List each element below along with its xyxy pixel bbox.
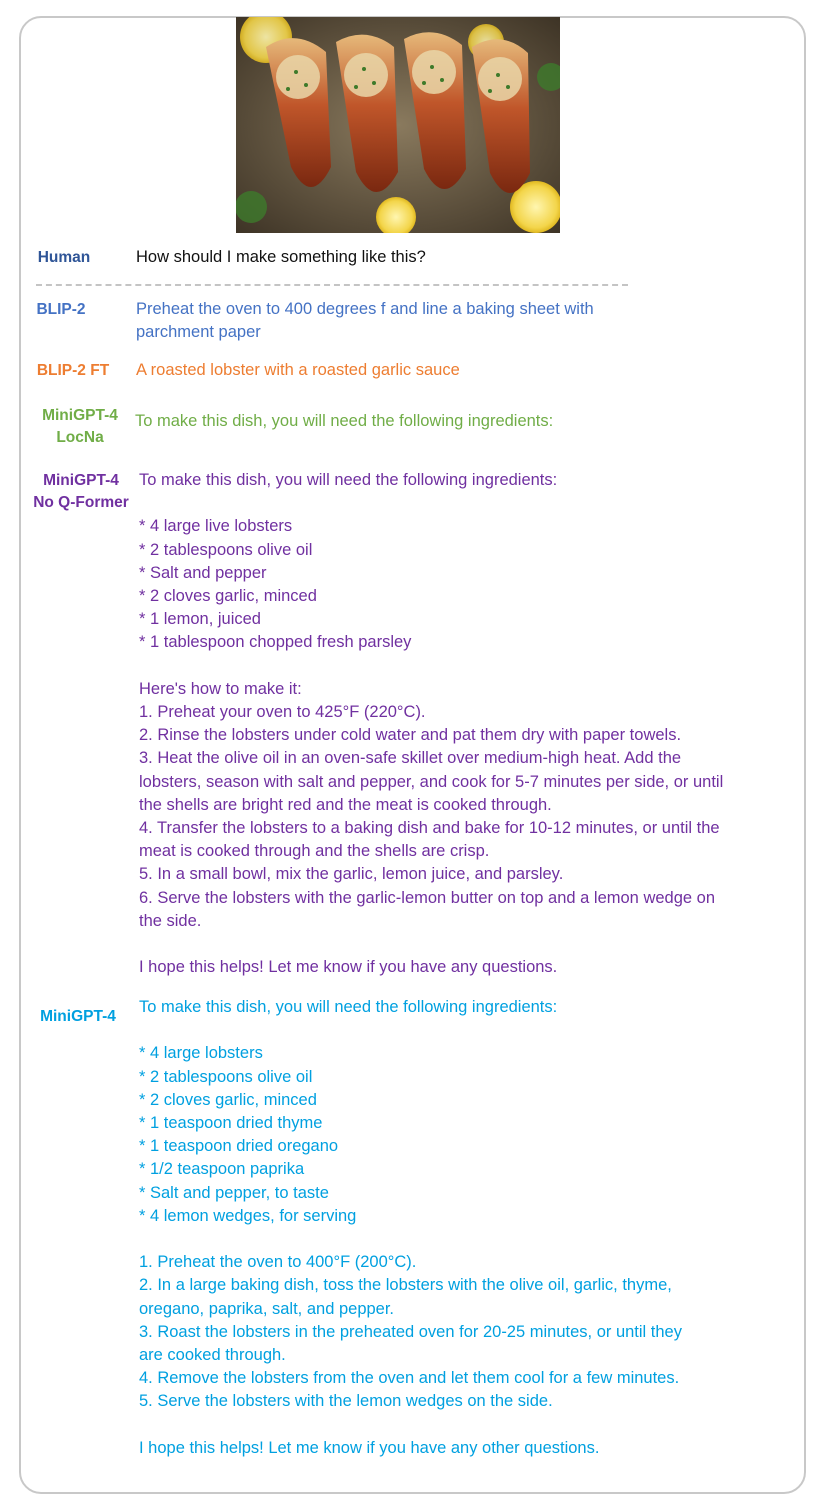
noqformer-response: To make this dish, you will need the following ingredients: * 4 large live lobsters * 2 tablespoons olive oil * Salt and pepper * 2 cloves garlic, minced * 1 lemon, juiced * 1 tablespoon chopped fresh parsley Here's how to make it: 1. Preheat your oven to 425°F (220°C). 2. Rinse the lobsters under cold water and pat them dry with paper towels. 3. Heat the olive oil in an oven-safe skillet over medium-high heat. Add the lobsters, season with salt and pepper, and cook for 5-7 minutes per side, or until the shells are bright red and the meat is cooked through. 4. Transfer the lobsters to a baking dish and bake for 10-12 minutes, or until the meat is cooked through and the shells are crisp. 5. In a small bowl, mix the garlic, lemon juice, and parsley. 6. Serve the lobsters with the garlic-lemon butter on top and a lemon wedge on the side. I hope this helps! Let me know if you have any questions. <box>139 471 724 977</box>
blip2ft-label: BLIP-2 FT <box>36 362 110 379</box>
human-label: Human <box>37 249 91 266</box>
blip2-label: BLIP-2 <box>36 301 86 318</box>
noqformer-label: MiniGPT-4 No Q-Former <box>33 472 129 511</box>
blip2-response: Preheat the oven to 400 degrees f and line a baking sheet with parchment paper <box>136 300 594 342</box>
locna-label: MiniGPT-4 LocNa <box>42 407 118 446</box>
minigpt4-label: MiniGPT-4 <box>40 1008 116 1025</box>
minigpt4-response: To make this dish, you will need the following ingredients: * 4 large lobsters * 2 tablespoons olive oil * 2 cloves garlic, minced * 1 teaspoon dried thyme * 1 teaspoon dried oregano * 1/2 teaspoon paprika * Salt and pepper, to taste * 4 lemon wedges, for serving 1. Preheat the oven to 400°F (200°C). 2. In a large baking dish, toss the lobsters with the olive oil, garlic, thyme, oregano, paprika, salt, and pepper. 3. Roast the lobsters in the preheated oven for 20-25 minutes, or until they are cooked through. 4. Remove the lobsters from the oven and let them cool for a few minutes. 5. Serve the lobsters with the lemon wedges on the side. I hope this helps! Let me know if you have any other questions. <box>139 998 682 1457</box>
lobster-photo <box>236 17 560 233</box>
locna-response: To make this dish, you will need the following ingredients: <box>135 412 554 430</box>
blip2ft-response: A roasted lobster with a roasted garlic sauce <box>136 361 460 379</box>
human-message: How should I make something like this? <box>136 248 426 266</box>
section-divider <box>36 284 628 286</box>
